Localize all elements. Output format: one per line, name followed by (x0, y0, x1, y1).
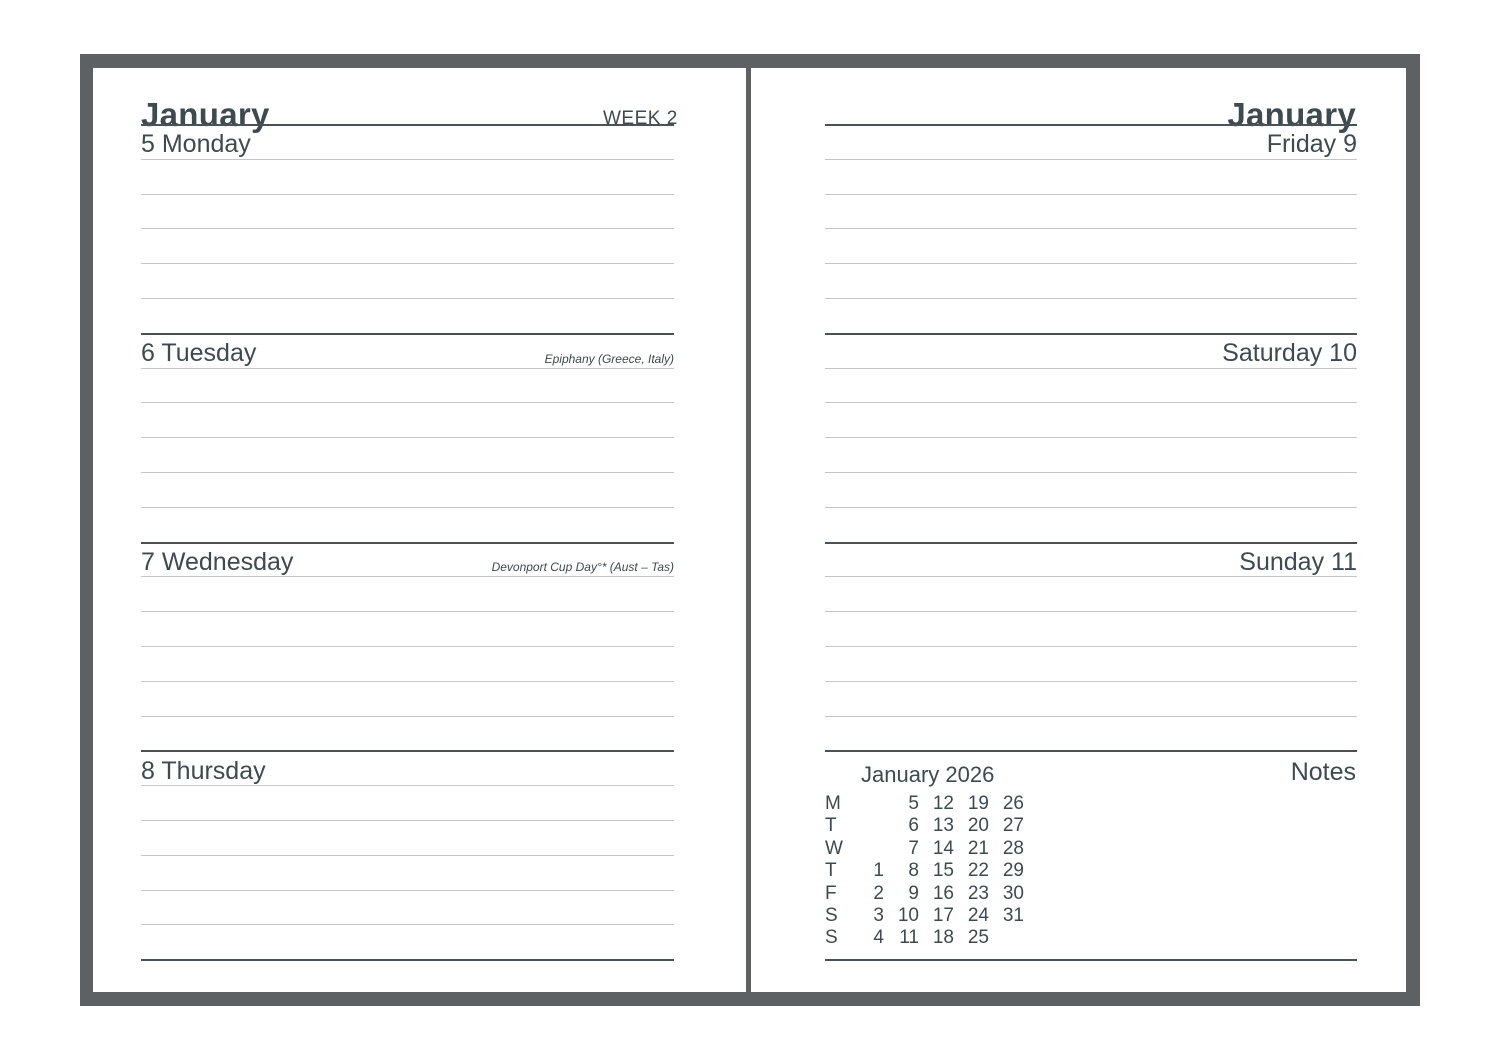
calendar-date: 26 (1002, 793, 1024, 814)
calendar-date: 20 (967, 815, 989, 837)
calendar-date: 4 (873, 927, 884, 949)
ruled-line (141, 402, 674, 403)
ruled-line (141, 472, 674, 473)
ruled-line (141, 437, 674, 438)
ruled-line (141, 194, 674, 195)
month-title: January (1227, 96, 1356, 133)
calendar-date: 21 (967, 837, 989, 859)
calendar-date: 8 (908, 860, 919, 882)
section-divider (141, 959, 674, 961)
ruled-line (141, 855, 674, 856)
weekday-letter: S (825, 904, 838, 926)
calendar-date: 30 (1002, 882, 1024, 904)
section-divider (825, 959, 1357, 961)
day-label-sunday: Sunday 11 (1239, 548, 1357, 576)
calendar-date: 2 (873, 882, 884, 904)
left-page (93, 68, 746, 992)
calendar-date: 18 (932, 927, 954, 949)
calendar-date: 10 (897, 904, 919, 926)
section-divider (825, 333, 1357, 335)
calendar-date: 15 (932, 860, 954, 882)
ruled-line (825, 228, 1357, 229)
calendar-date: 9 (908, 882, 919, 904)
day-label-thursday: 8 Thursday (141, 757, 266, 785)
calendar-date: 14 (932, 837, 954, 859)
ruled-line (825, 507, 1357, 508)
section-divider (825, 124, 1357, 126)
calendar-date: 11 (899, 927, 919, 949)
calendar-date: 23 (967, 882, 989, 904)
calendar-date: 17 (932, 904, 954, 926)
day-label-friday: Friday 9 (1266, 130, 1357, 158)
ruled-line (141, 716, 674, 717)
calendar-date: 19 (967, 793, 989, 814)
right-page (751, 68, 1406, 992)
day-label-wednesday: 7 Wednesday (141, 548, 294, 576)
calendar-date: 6 (908, 815, 919, 837)
ruled-line (141, 507, 674, 508)
ruled-line (141, 820, 674, 821)
calendar-date: 5 (908, 793, 919, 814)
ruled-line (825, 159, 1357, 160)
ruled-line (825, 472, 1357, 473)
weekday-letter: F (825, 882, 837, 904)
ruled-line (825, 611, 1357, 612)
calendar-date: 3 (873, 904, 884, 926)
ruled-line (141, 298, 674, 299)
section-divider (141, 542, 674, 544)
ruled-line (825, 194, 1357, 195)
day-label-saturday: Saturday 10 (1222, 339, 1357, 367)
ruled-line (141, 263, 674, 264)
calendar-date: 25 (967, 927, 989, 949)
calendar-date: 1 (873, 860, 884, 882)
ruled-line (825, 681, 1357, 682)
section-divider (141, 750, 674, 752)
notes-label: Notes (1290, 758, 1356, 786)
calendar-date: 13 (932, 815, 954, 837)
calendar-date: 27 (1002, 815, 1024, 837)
ruled-line (825, 298, 1357, 299)
ruled-line (825, 402, 1357, 403)
ruled-line (825, 646, 1357, 647)
calendar-date: 28 (1002, 837, 1024, 859)
holiday-note-wednesday: Devonport Cup Day°* (Aust – Tas) (491, 560, 674, 574)
ruled-line (141, 611, 674, 612)
ruled-line (141, 924, 674, 925)
calendar-date: 12 (932, 793, 954, 814)
weekday-letter: W (825, 837, 843, 859)
ruled-line (141, 228, 674, 229)
ruled-line (825, 437, 1357, 438)
ruled-line (825, 716, 1357, 717)
section-divider (141, 124, 674, 126)
ruled-line (141, 681, 674, 682)
ruled-line (141, 890, 674, 891)
weekday-letter: T (825, 815, 837, 837)
ruled-line (141, 159, 674, 160)
ruled-line (825, 263, 1357, 264)
section-divider (825, 542, 1357, 544)
month-title: January (141, 96, 270, 133)
mini-calendar-title: January 2026 (861, 762, 995, 787)
ruled-line (141, 646, 674, 647)
section-divider (825, 750, 1357, 752)
weekday-letter: S (825, 927, 838, 949)
day-label-monday: 5 Monday (141, 130, 251, 158)
section-divider (141, 333, 674, 335)
calendar-date: 29 (1002, 860, 1024, 882)
calendar-date: 22 (967, 860, 989, 882)
week-label: WEEK 2 (603, 108, 678, 129)
day-label-tuesday: 6 Tuesday (141, 339, 257, 367)
weekday-letter: T (825, 860, 837, 882)
holiday-note-tuesday: Epiphany (Greece, Italy) (544, 352, 674, 366)
weekday-letter: M (825, 793, 841, 814)
calendar-date: 31 (1002, 904, 1024, 926)
diary-cover (80, 54, 1420, 1006)
calendar-date: 16 (932, 882, 954, 904)
ruled-line (141, 368, 674, 369)
calendar-date: 7 (908, 837, 919, 859)
ruled-line (825, 368, 1357, 369)
calendar-date: 24 (967, 904, 989, 926)
